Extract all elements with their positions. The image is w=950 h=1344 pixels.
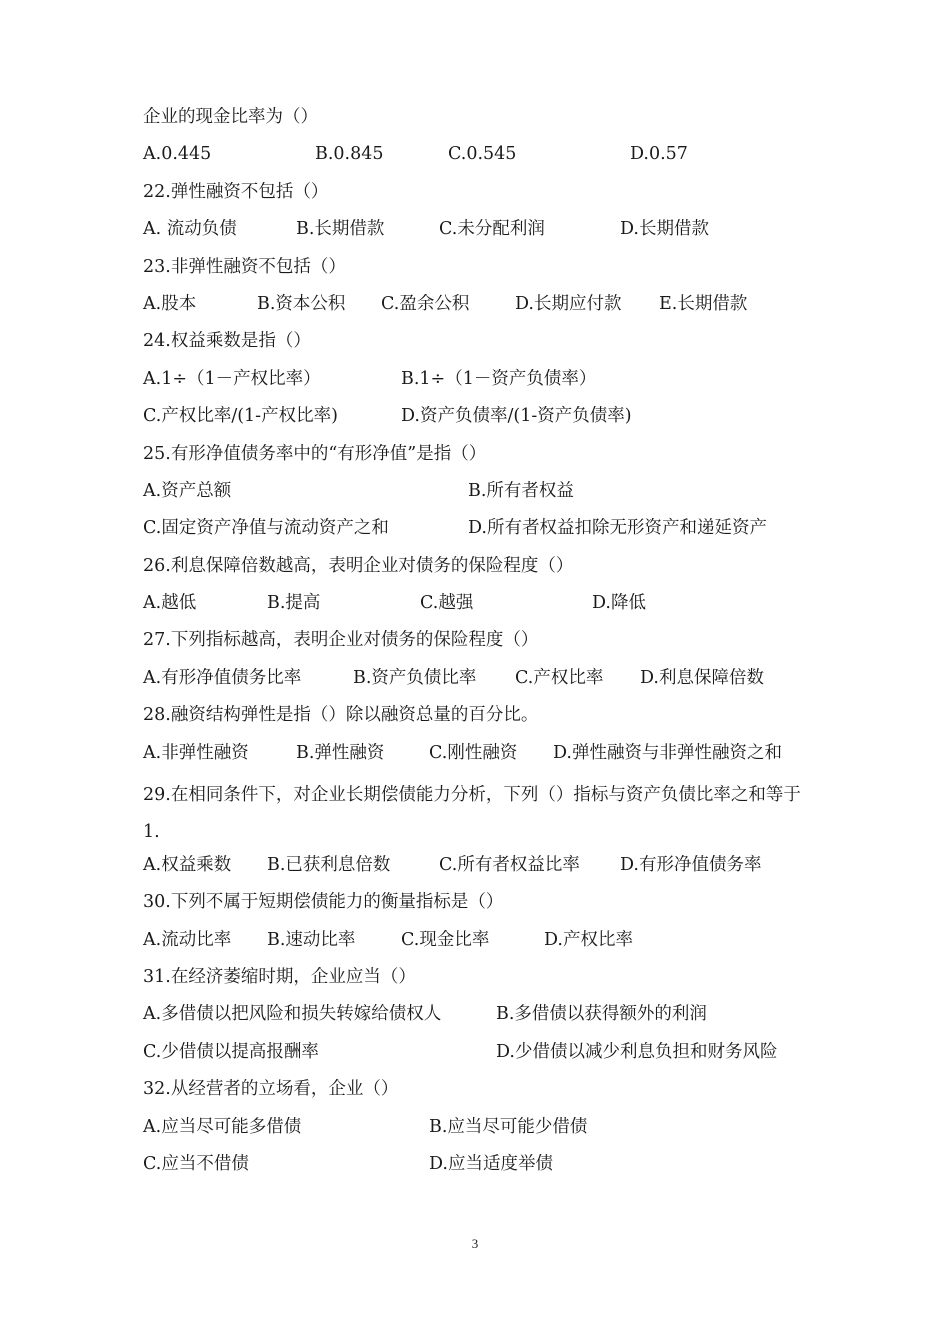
option: D.产权比率 [544, 929, 633, 950]
option: B.弹性融资 [296, 742, 385, 763]
option: C.产权比率 [515, 667, 604, 688]
option: D.应当适度举债 [429, 1153, 553, 1174]
option: C.刚性融资 [429, 742, 518, 763]
option: A.0.445 [143, 144, 212, 165]
option: A.1÷（1－产权比率） [143, 368, 321, 389]
option: A.非弹性融资 [143, 742, 249, 763]
option: B.1÷（1－资产负债率） [401, 368, 597, 389]
option: A.应当尽可能多借债 [143, 1116, 302, 1137]
option: A.权益乘数 [143, 854, 232, 875]
option-row [143, 1151, 823, 1188]
option: C.应当不借债 [143, 1153, 249, 1174]
option: B.提高 [267, 593, 321, 614]
option: B.多借债以获得额外的利润 [496, 1004, 707, 1025]
option: C.未分配利润 [439, 219, 545, 240]
question-stem: 31.在经济萎缩时期，企业应当（） [143, 967, 416, 988]
question-stem: 30.下列不属于短期偿债能力的衡量指标是（） [143, 892, 504, 913]
option: A.有形净值债务比率 [143, 667, 302, 688]
option: D.降低 [592, 593, 646, 614]
option: C.盈余公积 [381, 293, 470, 314]
option: D.0.57 [630, 144, 688, 165]
question-stem: 23.非弹性融资不包括（） [143, 256, 346, 277]
option: D.弹性融资与非弹性融资之和 [553, 742, 782, 763]
option-row [143, 366, 823, 403]
option: D.长期应付款 [515, 293, 622, 314]
option-row [143, 1001, 823, 1038]
question-stem: 27.下列指标越高，表明企业对债务的保险程度（） [143, 630, 539, 651]
option: B.已获利息倍数 [267, 854, 391, 875]
option: E.长期借款 [659, 293, 748, 314]
option: C.固定资产净值与流动资产之和 [143, 518, 389, 539]
option: D.少借债以减少利息负担和财务风险 [496, 1041, 778, 1062]
question-stem: 29.在相同条件下，对企业长期偿债能力分析，下列（）指标与资产负债比率之和等于 1. [143, 785, 801, 843]
question-stem: 22.弹性融资不包括（） [143, 181, 329, 202]
option: A.股本 [143, 293, 197, 314]
option-row [143, 852, 823, 889]
option-row [143, 1039, 823, 1076]
option-row [143, 403, 823, 440]
option-row [143, 927, 823, 964]
option: C.所有者权益比率 [439, 854, 580, 875]
question-stem: 25.有形净值债务率中的“有形净值”是指（） [143, 443, 487, 464]
option: D.所有者权益扣除无形资产和递延资产 [468, 518, 767, 539]
option: D.利息保障倍数 [640, 667, 764, 688]
option: C.少借债以提高报酬率 [143, 1041, 319, 1062]
option-row [143, 665, 823, 702]
question-stem: 24.权益乘数是指（） [143, 331, 311, 352]
option-row [143, 1114, 823, 1151]
option: B.0.845 [315, 144, 384, 165]
option: B.资产负债比率 [353, 667, 477, 688]
option: B.资本公积 [257, 293, 346, 314]
option: C.现金比率 [401, 929, 490, 950]
option-row [143, 478, 823, 515]
option: B.所有者权益 [468, 480, 574, 501]
option: D.有形净值债务率 [620, 854, 762, 875]
question-stem: 28.融资结构弹性是指（）除以融资总量的百分比。 [143, 705, 539, 726]
question-stem: 企业的现金比率为（） [143, 107, 318, 127]
option: A.越低 [143, 593, 197, 614]
option-row [143, 590, 823, 627]
option: A.多借债以把风险和损失转嫁给债权人 [143, 1004, 442, 1025]
question-list [143, 104, 823, 1188]
option-row [143, 141, 823, 178]
option-row [143, 216, 823, 253]
option: B.应当尽可能少借债 [429, 1116, 588, 1137]
option: C.0.545 [448, 144, 517, 165]
option: C.越强 [420, 593, 474, 614]
question-stem: 32.从经营者的立场看，企业（） [143, 1079, 399, 1100]
option: A. 流动负债 [143, 219, 237, 240]
option-row [143, 740, 823, 777]
option: D.资产负债率/(1-资产负债率) [401, 406, 632, 427]
option-row [143, 291, 823, 328]
option: C.产权比率/(1-产权比率) [143, 406, 338, 427]
option: B.长期借款 [296, 219, 385, 240]
page-number: 3 [471, 1236, 479, 1251]
option: A.流动比率 [143, 929, 232, 950]
option-row [143, 515, 823, 552]
question-stem: 26.利息保障倍数越高，表明企业对债务的保险程度（） [143, 555, 574, 576]
option: B.速动比率 [267, 929, 356, 950]
option: D.长期借款 [620, 219, 709, 240]
option: A.资产总额 [143, 480, 232, 501]
